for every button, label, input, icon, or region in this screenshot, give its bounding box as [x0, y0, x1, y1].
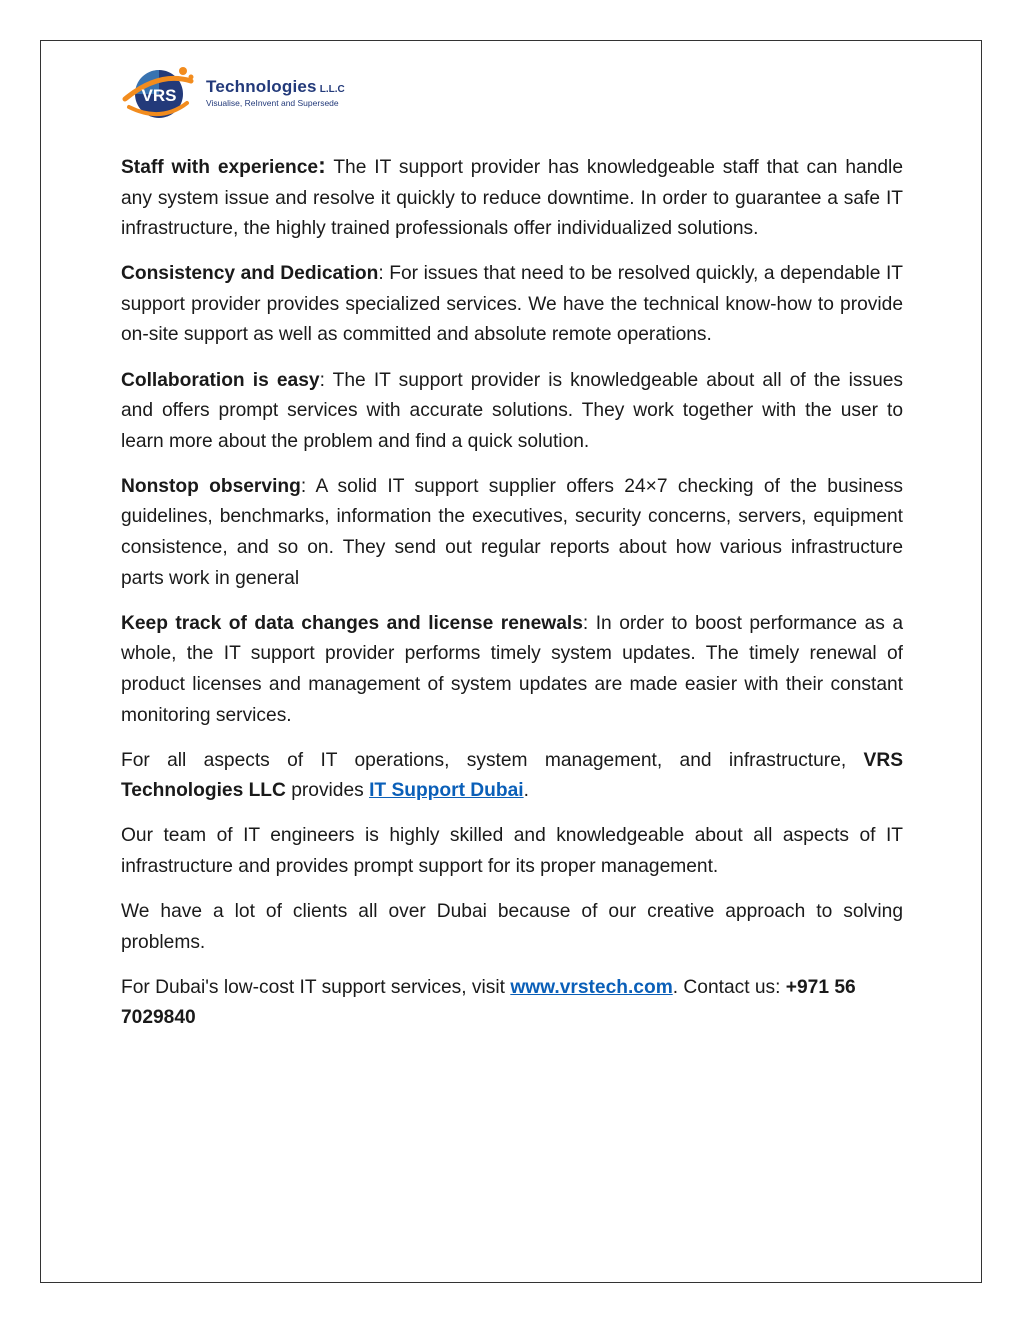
website-link[interactable]: www.vrstech.com [510, 976, 673, 998]
paragraph-staff-experience [121, 150, 903, 245]
paragraph-consistency [121, 259, 903, 351]
paragraph-collaboration [121, 366, 903, 458]
it-support-dubai-link[interactable]: IT Support Dubai [369, 780, 524, 802]
phone-number: +971 56 7029840 [121, 976, 856, 1029]
paragraph-heading: Nonstop observing [121, 475, 301, 497]
paragraph-contact [121, 973, 903, 1034]
paragraph-heading: Consistency and Dedication [121, 263, 379, 285]
paragraph-text: For all aspects of IT operations, system management, and infrastructure, [121, 749, 864, 771]
company-name: VRS Technologies LLC [121, 749, 903, 802]
company-logo [121, 63, 361, 125]
paragraph-text: provides [285, 780, 370, 802]
logo-name: Technologies [206, 77, 317, 96]
heading-separator: : [300, 475, 307, 497]
paragraph-heading: Staff with experience [121, 157, 319, 178]
paragraph-text: . [523, 780, 529, 802]
logo-wordmark [206, 77, 345, 108]
logo-llc: L.L.C [319, 84, 345, 95]
paragraph-text: The IT support provider has knowledgeable staff that can handle any system issue and resolve it quickly to reduce downtime. In order to guarantee a safe IT infrastructure, the highly trained professionals offer individualized solutions. [121, 157, 903, 240]
heading-separator: : [582, 612, 589, 634]
logo-tagline: Visualise, ReInvent and Supersede [206, 98, 339, 108]
paragraph-text: For issues that need to be resolved quickly, a dependable IT support provider provides specialized services. We have the technical know-how to provide on-site support as well as committed and absolute remote operations. [121, 263, 903, 346]
heading-separator: : [319, 369, 325, 391]
heading-separator: : [378, 263, 384, 285]
paragraph-heading: Keep track of data changes and license renewals [121, 612, 583, 634]
paragraph-license-renewals [121, 609, 903, 731]
paragraph-team: Our team of IT engineers is highly skilled and knowledgeable about all aspects of IT infrastructure and provides prompt support for its proper management. [121, 825, 903, 877]
globe-logo-icon [121, 63, 211, 125]
paragraph-text: In order to boost performance as a whole, the IT support provider performs timely system updates. The timely renewal of product licenses and management of system updates are made easier with their constant monitoring services. [121, 612, 903, 726]
heading-separator: : [318, 152, 326, 178]
paragraph-nonstop-observing [121, 472, 903, 594]
paragraph-text: For Dubai's low-cost IT support services, visit [121, 976, 511, 998]
document-body [121, 150, 903, 1048]
paragraph-text: A solid IT support supplier offers 24×7 checking of the business guidelines, benchmarks, information the executives, security concerns, servers, equipment consistence, and so on. They send out regular reports about how various infrastructure parts work in general [121, 475, 904, 589]
paragraph-vrs-services [121, 746, 903, 807]
logo-mark-text: VRS [141, 86, 177, 105]
paragraph-heading: Collaboration is easy [121, 369, 320, 391]
paragraph-text: . Contact us: [672, 976, 786, 998]
paragraph-clients: We have a lot of clients all over Dubai because of our creative approach to solving problems. [121, 900, 903, 953]
paragraph-text: The IT support provider is knowledgeable about all of the issues and offers prompt services with accurate solutions. They work together with the user to learn more about the problem and find a quick solution. [121, 369, 904, 452]
